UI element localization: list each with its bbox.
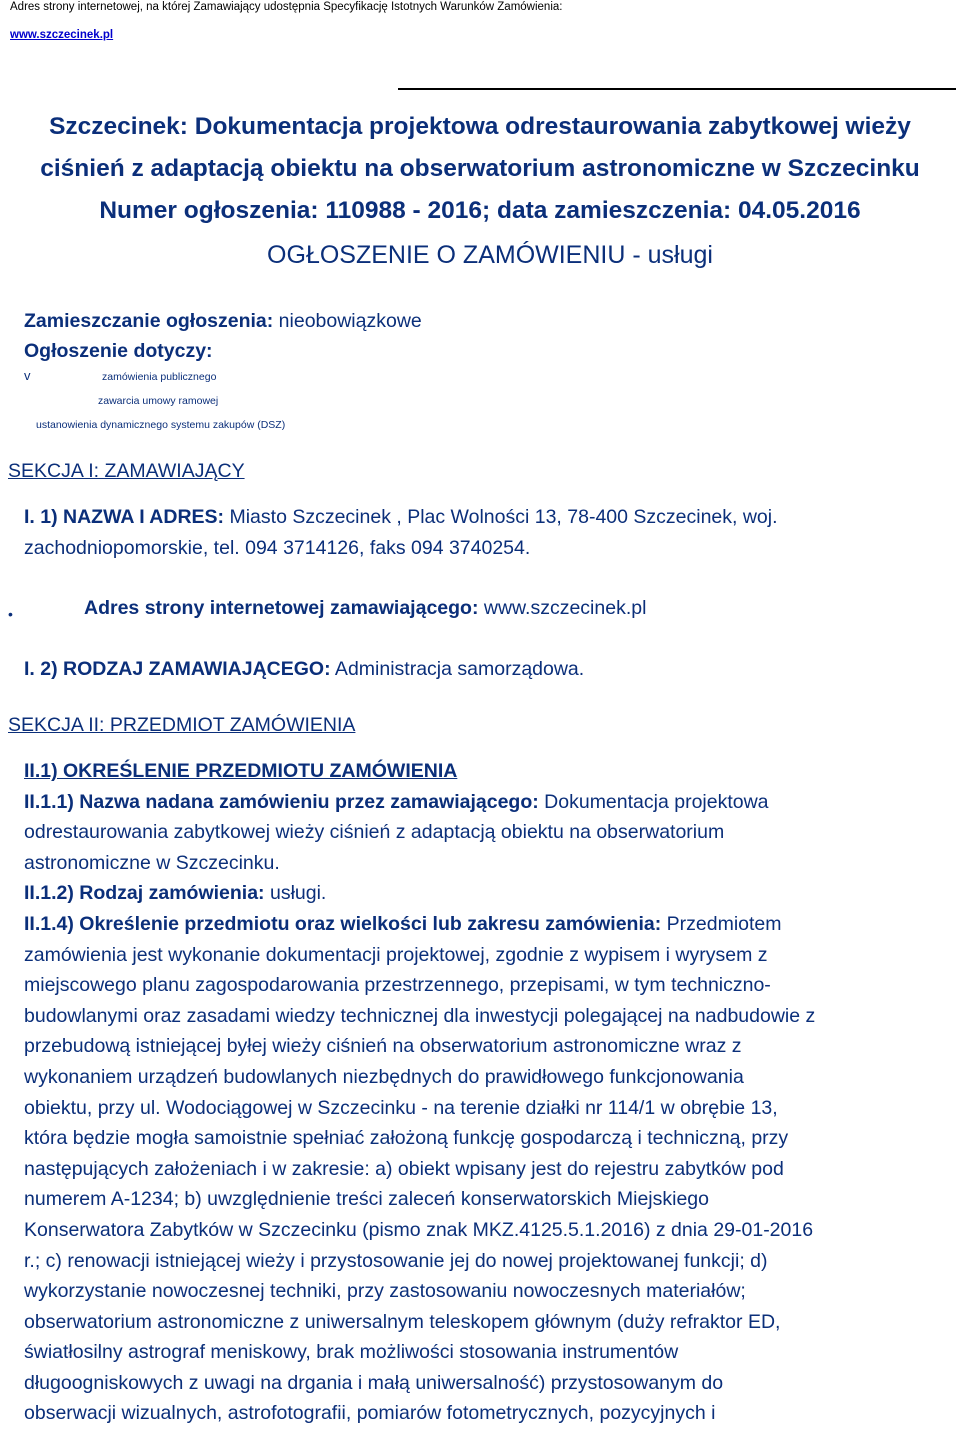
scope-label: II.1.4) Określenie przedmiotu oraz wielkości lub zakresu zamówienia: [24, 912, 662, 935]
order-name-line-2: odrestaurowania zabytkowej wieży ciśnień z adaptacją obiektu na obserwatorium [24, 821, 725, 844]
option-public-order: zamówienia publicznego [102, 371, 217, 383]
address-value-1: Miasto Szczecinek , Plac Wolności 13, 78-400 Szczecinek, woj. [224, 506, 778, 528]
contracting-type-row [24, 654, 584, 685]
title-line-1: Szczecinek: Dokumentacja projektowa odrestaurowania zabytkowej wieży [49, 113, 911, 140]
scope-line-1 [24, 909, 815, 940]
notice-meta [24, 306, 422, 366]
scope-line-5: przebudową istniejącej byłej wieży ciśnień na obserwatorium astronomiczne wraz z [24, 1035, 742, 1058]
address-line-1 [24, 502, 778, 533]
order-kind-value: usługi. [264, 882, 327, 905]
contracting-type-label: I. 2) RODZAJ ZAMAWIAJĄCEGO: [24, 658, 331, 680]
option-framework-agreement: zawarcia umowy ramowej [98, 395, 219, 407]
scope-line-2: zamówienia jest wykonanie dokumentacji projektowej, zgodnie z wypisem i wyrysem z [24, 943, 768, 966]
order-kind-line [24, 878, 815, 909]
scope-value-1: Przedmiotem [661, 912, 782, 935]
document-title [0, 106, 960, 232]
scope-line-14: obserwatorium astronomiczne z uniwersalnym teleskopem głównym (duży refraktor ED, [24, 1310, 781, 1333]
order-name-line-3: astronomiczne w Szczecinku. [24, 851, 280, 874]
header-divider [398, 88, 956, 90]
website-label: Adres strony internetowej zamawiającego: [84, 597, 479, 619]
section-1-address [24, 502, 778, 563]
scope-line-9: następujących założeniach i w zakresie: a) obiekt wpisany jest do rejestru zabytków pod [24, 1157, 784, 1180]
website-bullet: • [8, 606, 13, 622]
title-line-3: Numer ogłoszenia: 110988 - 2016; data zamieszczenia: 04.05.2016 [99, 197, 861, 224]
scope-line-6: wykonaniem urządzeń budowlanych niezbędnych do prawidłowego funkcjonowania [24, 1065, 744, 1088]
section-1-heading: SEKCJA I: ZAMAWIAJĄCY [8, 460, 245, 482]
title-line-2: ciśnień z adaptacją obiektu na obserwatorium astronomiczne w Szczecinku [40, 155, 920, 182]
section-2-content [24, 756, 815, 1429]
header-website-link[interactable]: www.szczecinek.pl [10, 29, 114, 41]
scope-line-12: r.; c) renowacji istniejącej wieży i przystosowanie jej do nowej projektowanej funkcji; d) [24, 1249, 768, 1272]
website-row [84, 593, 646, 624]
address-line-2: zachodniopomorskie, tel. 094 3714126, faks 094 3740254. [24, 536, 531, 559]
header-notice: Adres strony internetowej, na której Zamawiający udostępnia Specyfikację Istotnych Warunków Zamówienia: [10, 1, 563, 13]
placement-label: Zamieszczanie ogłoszenia: [24, 310, 274, 332]
scope-line-10: numerem A-1234; b) uwzględnienie treści zaleceń konserwatorskich Miejskiego [24, 1188, 709, 1211]
subject-heading [24, 756, 815, 787]
scope-line-3: miejscowego planu zagospodarowania przestrzennego, przepisami, w tym techniczno- [24, 974, 771, 997]
order-name-line-1 [24, 787, 815, 818]
concerns-row [24, 336, 422, 366]
scope-line-15: światłosilny astrograf meniskowy, brak możliwości stosowania instrumentów [24, 1341, 679, 1364]
address-label: I. 1) NAZWA I ADRES: [24, 506, 225, 528]
scope-line-8: która będzie mogła samoistnie spełniać założoną funkcję gospodarczą i techniczną, przy [24, 1127, 789, 1150]
scope-line-4: budowlanymi oraz zasadami wiedzy technicznej dla inwestycji polegającej na nadbudowie z [24, 1004, 816, 1027]
subject-heading-text: II.1) OKREŚLENIE PRZEDMIOTU ZAMÓWIENIA [24, 760, 458, 782]
option-check-mark: v [24, 368, 31, 383]
concerns-label: Ogłoszenie dotyczy: [24, 340, 213, 362]
scope-line-16: długoogniskowych z uwagi na drgania i małą uniwersalność) przystosowanym do [24, 1371, 724, 1394]
section-2-heading: SEKCJA II: PRZEDMIOT ZAMÓWIENIA [8, 714, 356, 736]
scope-line-7: obiektu, przy ul. Wodociągowej w Szczecinku - na terenie działki nr 114/1 w obrębie 13, [24, 1096, 778, 1119]
order-name-label: II.1.1) Nazwa nadana zamówieniu przez zamawiającego: [24, 790, 539, 813]
placement-row [24, 306, 422, 336]
order-kind-label: II.1.2) Rodzaj zamówienia: [24, 882, 265, 905]
order-name-value-1: Dokumentacja projektowa [538, 790, 769, 813]
notice-type: OGŁOSZENIE O ZAMÓWIENIU - usługi [267, 241, 713, 269]
option-dynamic-system: ustanowienia dynamicznego systemu zakupów (DSZ) [36, 419, 286, 431]
placement-value: nieobowiązkowe [273, 310, 422, 332]
scope-line-11: Konserwatora Zabytków w Szczecinku (pismo znak MKZ.4125.5.1.2016) z dnia 29-01-2016 [24, 1218, 814, 1241]
contracting-type-value: Administracja samorządowa. [330, 658, 585, 680]
scope-line-17: obserwacji wizualnych, astrofotografii, pomiarów fotometrycznych, pozycyjnych i [24, 1402, 716, 1425]
scope-line-13: wykorzystanie nowoczesnej techniki, przy zastosowaniu nowoczesnych materiałów; [24, 1280, 746, 1303]
website-value[interactable]: www.szczecinek.pl [478, 597, 647, 619]
